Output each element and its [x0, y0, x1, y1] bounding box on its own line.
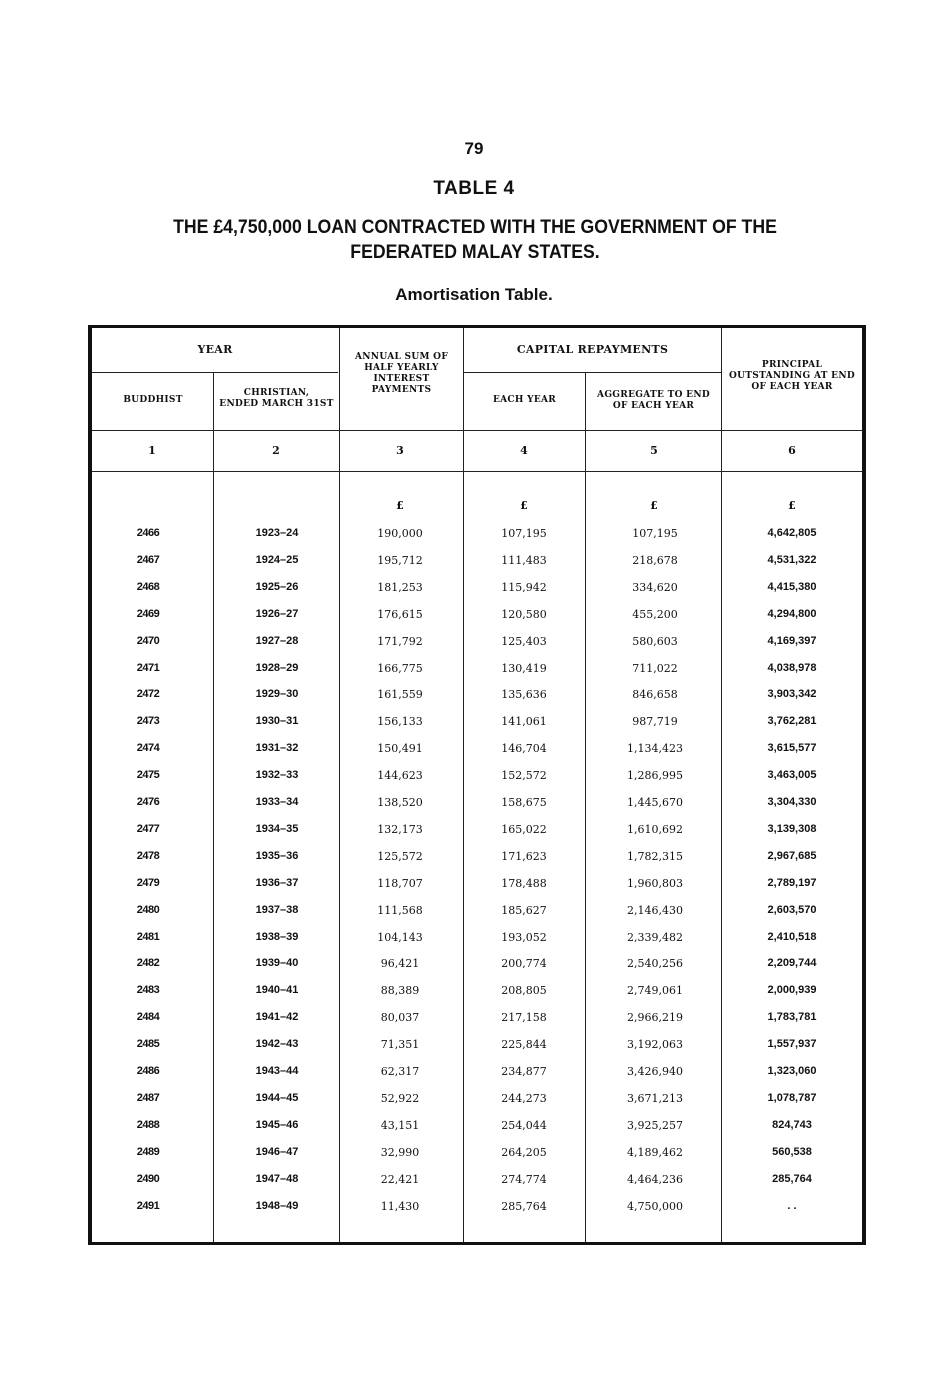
- each-year-repayment-cell: 171,623: [501, 849, 547, 863]
- each-year-repayment-cell: 152,572: [501, 769, 547, 783]
- column-rule-1: [213, 373, 214, 1242]
- principal-outstanding-cell: 3,139,308: [767, 822, 817, 835]
- amortisation-table-frame: [88, 325, 866, 1245]
- christian-year-cell: 1942–43: [255, 1038, 299, 1051]
- aggregate-repayment-cell: 1,445,670: [627, 796, 683, 809]
- aggregate-repayment-cell: 218,678: [632, 553, 678, 567]
- header-interest-line-3: INTEREST: [373, 374, 430, 384]
- each-year-repayment-cell: 200,774: [501, 957, 547, 971]
- aggregate-repayment-cell: 2,966,219: [627, 1011, 683, 1025]
- interest-cell: 22,421: [380, 1172, 420, 1186]
- principal-outstanding-cell: 1,323,060: [767, 1065, 817, 1077]
- christian-year-cell: 1946–47: [255, 1145, 299, 1158]
- buddhist-year-cell: 2478: [136, 849, 160, 862]
- aggregate-repayment-cell: 987,719: [632, 715, 678, 729]
- christian-year-cell: 1939–40: [255, 957, 299, 970]
- interest-cell: 195,712: [377, 553, 423, 567]
- principal-outstanding-cell: 3,304,330: [767, 796, 817, 808]
- buddhist-year-cell: 2475: [136, 769, 160, 782]
- column-number-2: 2: [272, 444, 280, 457]
- aggregate-repayment-cell: 2,146,430: [627, 903, 683, 917]
- header-principal-line-2: OUTSTANDING AT END: [729, 371, 855, 381]
- each-year-repayment-cell: 158,675: [501, 796, 547, 809]
- header-rule-year: [92, 372, 338, 373]
- buddhist-year-cell: 2480: [136, 903, 160, 916]
- buddhist-year-cell: 2474: [136, 742, 160, 755]
- aggregate-repayment-cell: 580,603: [632, 634, 678, 648]
- interest-cell: 144,623: [377, 769, 423, 783]
- each-year-repayment-cell: 217,158: [501, 1011, 547, 1025]
- christian-year-cell: 1936–37: [255, 876, 299, 889]
- header-interest-line-2: HALF YEARLY: [364, 363, 439, 373]
- christian-year-cell: 1935–36: [255, 849, 299, 862]
- buddhist-year-cell: 2467: [136, 553, 160, 566]
- each-year-repayment-cell: 208,805: [501, 984, 547, 998]
- interest-cell: 118,707: [377, 876, 423, 890]
- interest-cell: 132,173: [377, 822, 423, 836]
- each-year-repayment-cell: 141,061: [501, 715, 547, 729]
- christian-year-cell: 1941–42: [255, 1011, 299, 1024]
- interest-cell: 166,775: [377, 661, 423, 675]
- table-subtitle: Amortisation Table.: [395, 285, 553, 304]
- buddhist-year-cell: 2486: [136, 1065, 160, 1077]
- aggregate-repayment-cell: 1,960,803: [627, 876, 683, 890]
- christian-year-cell: 1948–49: [255, 1199, 299, 1212]
- aggregate-repayment-cell: 3,925,257: [627, 1118, 683, 1132]
- principal-outstanding-cell: 2,967,685: [767, 849, 817, 862]
- christian-year-cell: 1938–39: [255, 930, 299, 943]
- principal-outstanding-cell: 2,789,197: [767, 876, 817, 889]
- each-year-repayment-cell: 146,704: [501, 742, 547, 756]
- header-year: YEAR: [197, 343, 233, 356]
- buddhist-year-cell: 2488: [136, 1118, 160, 1131]
- column-number-rule: [92, 471, 862, 472]
- buddhist-year-cell: 2477: [136, 822, 160, 835]
- christian-year-cell: 1947–48: [255, 1172, 299, 1185]
- christian-year-cell: 1934–35: [255, 822, 299, 835]
- header-buddhist: BUDDHIST: [123, 395, 183, 405]
- interest-cell: 181,253: [377, 580, 423, 594]
- christian-year-cell: 1931–32: [255, 742, 299, 755]
- principal-outstanding-cell: 2,000,939: [767, 984, 817, 997]
- each-year-repayment-cell: 107,195: [501, 527, 547, 540]
- christian-year-cell: 1928–29: [255, 661, 299, 674]
- buddhist-year-cell: 2490: [136, 1172, 160, 1185]
- each-year-repayment-cell: 254,044: [501, 1118, 547, 1132]
- interest-cell: 150,491: [377, 742, 423, 756]
- buddhist-year-cell: 2472: [136, 688, 160, 701]
- aggregate-repayment-cell: 2,339,482: [627, 930, 683, 944]
- christian-year-cell: 1926–27: [255, 607, 299, 620]
- header-capital-repayments: CAPITAL REPAYMENTS: [516, 343, 669, 356]
- buddhist-year-cell: 2471: [136, 661, 160, 674]
- interest-cell: 104,143: [377, 930, 423, 944]
- each-year-repayment-cell: 130,419: [501, 661, 547, 675]
- header-aggregate-line-2: OF EACH YEAR: [612, 401, 695, 411]
- each-year-repayment-cell: 185,627: [501, 903, 547, 917]
- interest-cell: 32,990: [380, 1145, 420, 1159]
- each-year-repayment-cell: 178,488: [501, 876, 547, 890]
- column-number-4: 4: [520, 444, 528, 457]
- interest-cell: 96,421: [380, 957, 420, 971]
- header-principal-line-3: OF EACH YEAR: [751, 382, 833, 392]
- interest-cell: 62,317: [380, 1065, 420, 1078]
- christian-year-cell: 1927–28: [255, 634, 299, 647]
- principal-outstanding-cell: 4,415,380: [767, 580, 817, 593]
- header-christian-line-1: CHRISTIAN,: [243, 388, 310, 398]
- header-principal: [722, 360, 862, 393]
- interest-cell: 156,133: [377, 715, 423, 729]
- christian-year-cell: 1944–45: [255, 1091, 299, 1104]
- aggregate-repayment-cell: 1,134,423: [627, 742, 683, 756]
- header-christian-line-2: ENDED MARCH 31ST: [219, 399, 334, 409]
- aggregate-repayment-cell: 3,192,063: [627, 1038, 683, 1052]
- interest-cell: 125,572: [377, 849, 423, 863]
- column-number-1: 1: [148, 444, 156, 457]
- column-rule-2: [339, 328, 340, 1242]
- each-year-repayment-cell: 193,052: [501, 930, 547, 944]
- christian-year-cell: 1943–44: [255, 1065, 299, 1077]
- unit-aggregate: £: [650, 499, 658, 512]
- header-rule-bottom: [92, 430, 862, 431]
- column-number-3: 3: [396, 444, 404, 457]
- interest-cell: 138,520: [377, 796, 423, 809]
- column-rule-5: [721, 328, 722, 1242]
- buddhist-year-cell: 2491: [136, 1199, 160, 1212]
- each-year-repayment-cell: 285,764: [501, 1199, 547, 1213]
- header-interest-line-4: PAYMENTS: [371, 385, 432, 395]
- principal-outstanding-cell: 4,531,322: [767, 553, 817, 566]
- unit-interest: £: [396, 499, 404, 512]
- interest-cell: 11,430: [380, 1199, 420, 1213]
- christian-year-cell: 1945–46: [255, 1118, 299, 1131]
- unit-principal: £: [788, 499, 796, 512]
- interest-cell: 43,151: [380, 1118, 420, 1132]
- buddhist-year-cell: 2473: [136, 715, 160, 728]
- each-year-repayment-cell: 165,022: [501, 822, 547, 836]
- header-rule-capital: [463, 372, 721, 373]
- aggregate-repayment-cell: 3,671,213: [627, 1091, 683, 1105]
- aggregate-repayment-cell: 1,610,692: [627, 822, 683, 836]
- buddhist-year-cell: 2470: [136, 634, 160, 647]
- interest-cell: 88,389: [380, 984, 420, 998]
- principal-outstanding-cell: 1,557,937: [767, 1038, 817, 1051]
- buddhist-year-cell: 2484: [136, 1011, 160, 1024]
- header-aggregate: [586, 390, 721, 412]
- aggregate-repayment-cell: 2,749,061: [627, 984, 683, 998]
- aggregate-repayment-cell: 4,464,236: [627, 1172, 683, 1186]
- header-principal-line-1: PRINCIPAL: [761, 360, 823, 370]
- christian-year-cell: 1925–26: [255, 580, 299, 593]
- header-interest-line-1: ANNUAL SUM OF: [354, 352, 449, 362]
- principal-outstanding-cell: 3,903,342: [767, 688, 817, 701]
- interest-cell: 171,792: [377, 634, 423, 648]
- each-year-repayment-cell: 115,942: [501, 580, 547, 594]
- christian-year-cell: 1923–24: [255, 527, 299, 539]
- aggregate-repayment-cell: 3,426,940: [627, 1065, 683, 1078]
- buddhist-year-cell: 2482: [136, 957, 160, 970]
- each-year-repayment-cell: 244,273: [501, 1091, 547, 1105]
- header-christian: [214, 388, 339, 410]
- principal-outstanding-cell: 2,209,744: [767, 957, 817, 970]
- principal-outstanding-cell: 4,294,800: [767, 607, 817, 620]
- principal-outstanding-cell: 3,463,005: [767, 769, 817, 782]
- column-rule-4: [585, 373, 586, 1242]
- aggregate-repayment-cell: 107,195: [632, 527, 678, 540]
- buddhist-year-cell: 2468: [136, 580, 160, 593]
- principal-outstanding-cell: 2,603,570: [767, 903, 817, 916]
- interest-cell: 52,922: [380, 1091, 420, 1105]
- buddhist-year-cell: 2487: [136, 1091, 160, 1104]
- each-year-repayment-cell: 274,774: [501, 1172, 547, 1186]
- interest-cell: 80,037: [380, 1011, 420, 1025]
- header-each-year: EACH YEAR: [492, 395, 557, 405]
- christian-year-cell: 1932–33: [255, 769, 299, 782]
- principal-outstanding-cell: 1,783,781: [767, 1011, 817, 1024]
- buddhist-year-cell: 2476: [136, 796, 160, 808]
- buddhist-year-cell: 2466: [136, 527, 160, 539]
- aggregate-repayment-cell: 4,750,000: [627, 1199, 683, 1213]
- aggregate-repayment-cell: 334,620: [632, 580, 678, 594]
- aggregate-repayment-cell: 1,782,315: [627, 849, 683, 863]
- aggregate-repayment-cell: 2,540,256: [627, 957, 683, 971]
- christian-year-cell: 1933–34: [255, 796, 299, 808]
- principal-outstanding-cell: 2,410,518: [767, 930, 817, 943]
- principal-outstanding-cell: 285,764: [772, 1172, 812, 1185]
- header-aggregate-line-1: AGGREGATE TO END: [597, 390, 710, 400]
- christian-year-cell: 1929–30: [255, 688, 299, 701]
- column-rule-3: [463, 328, 464, 1242]
- each-year-repayment-cell: 225,844: [501, 1038, 547, 1052]
- principal-outstanding-cell: 3,762,281: [767, 715, 817, 728]
- buddhist-year-cell: 2469: [136, 607, 160, 620]
- principal-outstanding-cell: 1,078,787: [767, 1091, 817, 1104]
- each-year-repayment-cell: 125,403: [501, 634, 547, 648]
- aggregate-repayment-cell: 455,200: [632, 607, 678, 621]
- buddhist-year-cell: 2481: [136, 930, 160, 943]
- interest-cell: 190,000: [377, 527, 423, 540]
- principal-outstanding-cell: 3,615,577: [767, 742, 817, 755]
- unit-each-year: £: [520, 499, 528, 512]
- page-title: [163, 215, 786, 265]
- christian-year-cell: 1937–38: [255, 903, 299, 916]
- buddhist-year-cell: 2489: [136, 1145, 160, 1158]
- interest-cell: 161,559: [377, 688, 423, 702]
- column-number-6: 6: [788, 444, 796, 457]
- header-interest: [340, 352, 463, 396]
- christian-year-cell: 1940–41: [255, 984, 299, 997]
- aggregate-repayment-cell: 1,286,995: [627, 769, 683, 783]
- principal-outstanding-cell: 560,538: [772, 1145, 812, 1158]
- column-number-5: 5: [650, 444, 658, 457]
- principal-outstanding-cell: 4,642,805: [767, 527, 817, 539]
- each-year-repayment-cell: 111,483: [501, 553, 547, 567]
- aggregate-repayment-cell: 711,022: [632, 661, 678, 675]
- principal-outstanding-cell: 824,743: [772, 1118, 812, 1131]
- each-year-repayment-cell: 264,205: [501, 1145, 547, 1159]
- aggregate-repayment-cell: 4,189,462: [627, 1145, 683, 1159]
- buddhist-year-cell: 2483: [136, 984, 160, 997]
- christian-year-cell: 1930–31: [255, 715, 299, 728]
- page-number: 79: [464, 139, 484, 158]
- title-line-2: FEDERATED MALAY STATES.: [350, 242, 600, 263]
- interest-cell: 111,568: [377, 903, 423, 917]
- each-year-repayment-cell: 135,636: [501, 688, 547, 702]
- buddhist-year-cell: 2485: [136, 1038, 160, 1051]
- each-year-repayment-cell: 234,877: [501, 1065, 547, 1078]
- aggregate-repayment-cell: 846,658: [632, 688, 678, 702]
- christian-year-cell: 1924–25: [255, 553, 299, 566]
- principal-outstanding-cell: 4,169,397: [767, 634, 817, 647]
- buddhist-year-cell: 2479: [136, 876, 160, 889]
- principal-outstanding-cell: . .: [787, 1199, 797, 1212]
- title-line-1: THE £4,750,000 LOAN CONTRACTED WITH THE GOVERNMENT OF THE: [173, 217, 777, 238]
- principal-outstanding-cell: 4,038,978: [767, 661, 817, 674]
- interest-cell: 176,615: [377, 607, 423, 621]
- interest-cell: 71,351: [380, 1038, 420, 1052]
- table-number: TABLE 4: [433, 178, 515, 199]
- each-year-repayment-cell: 120,580: [501, 607, 547, 621]
